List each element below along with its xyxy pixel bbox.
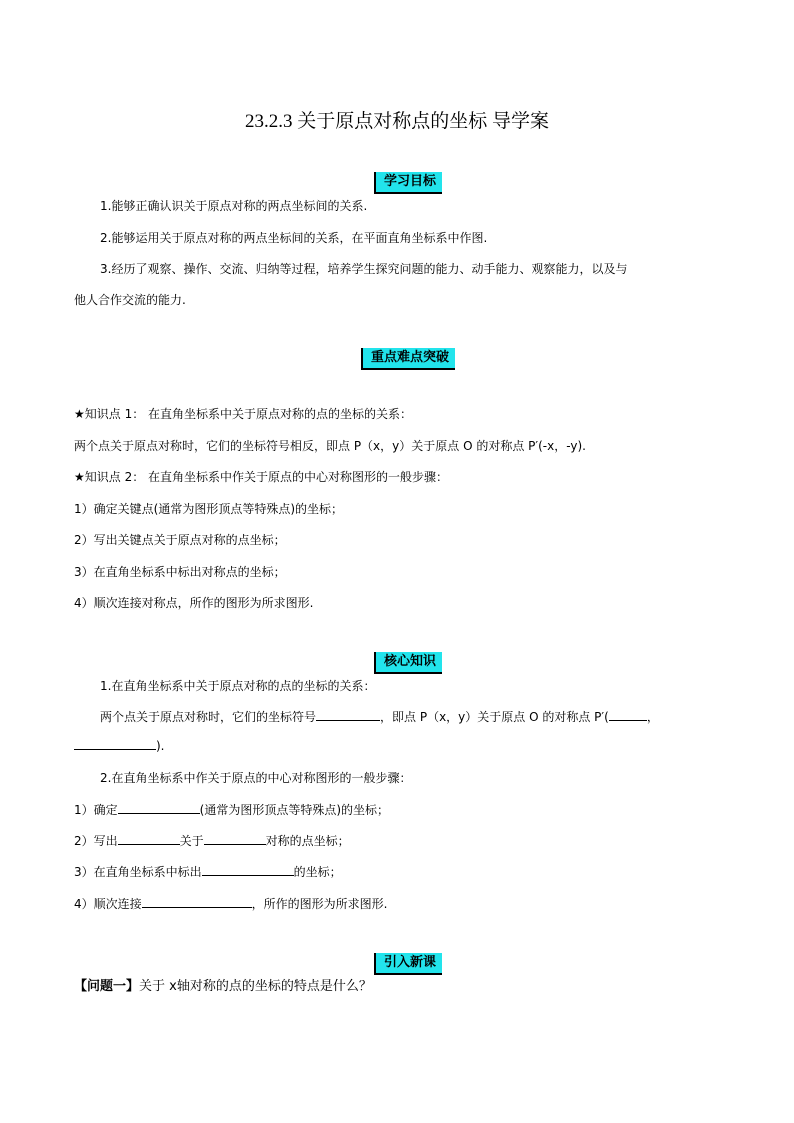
goal-3-line1: 3.经历了观察、操作、交流、归纳等过程，培养学生探究问题的能力、动手能力、观察能力，以及与 xyxy=(100,262,628,276)
core-step-2-b: 关于 xyxy=(179,834,204,848)
section-goals xyxy=(0,170,794,194)
answer-blank[interactable] xyxy=(74,737,156,750)
core-step-4 xyxy=(74,895,734,913)
section-goals-label: 学习目标 xyxy=(374,172,442,194)
key-step-1: 1）确定关键点(通常为图形顶点等特殊点)的坐标； xyxy=(74,502,343,516)
answer-blank[interactable] xyxy=(316,708,380,721)
key-step-2: 2）写出关键点关于原点对称的点坐标； xyxy=(74,533,286,547)
question-1-text: 关于 x轴对称的点的坐标的特点是什么？ xyxy=(139,979,372,994)
core-1-fill-line2 xyxy=(74,737,734,755)
answer-blank[interactable] xyxy=(204,832,266,845)
core-step-2 xyxy=(74,832,734,850)
core-1-text-d: ). xyxy=(156,739,165,753)
core-1-text-c: ， xyxy=(646,710,659,724)
core-1-text-a: 两个点关于原点对称时，它们的坐标符号 xyxy=(100,710,317,724)
section-core xyxy=(0,650,794,674)
core-1-text-b: ，即点 P（x，y）关于原点 O 的对称点 P′( xyxy=(380,710,609,724)
key-point-2: ★知识点 2： 在直角坐标系中作关于原点的中心对称图形的一般步骤： xyxy=(74,470,449,484)
section-intro-label: 引入新课 xyxy=(374,953,442,975)
section-key-label: 重点难点突破 xyxy=(361,348,455,370)
section-intro xyxy=(0,951,794,975)
key-step-4: 4）顺次连接对称点，所作的图形为所求图形. xyxy=(74,596,314,610)
goal-3-line2: 他人合作交流的能力. xyxy=(74,293,186,307)
core-step-3-b: 的坐标； xyxy=(293,865,342,879)
section-core-label: 核心知识 xyxy=(374,652,442,674)
core-1: 1.在直角坐标系中关于原点对称的点的坐标的关系： xyxy=(100,679,376,693)
key-step-3: 3）在直角坐标系中标出对称点的坐标； xyxy=(74,565,286,579)
core-step-3-a: 3）在直角坐标系中标出 xyxy=(74,865,202,879)
core-step-2-a: 2）写出 xyxy=(74,834,118,848)
answer-blank[interactable] xyxy=(118,801,200,814)
core-step-4-b: ，所作的图形为所求图形. xyxy=(251,897,388,911)
core-step-1-b: (通常为图形顶点等特殊点)的坐标； xyxy=(199,803,390,817)
core-step-3 xyxy=(74,863,734,881)
core-step-2-c: 对称的点坐标； xyxy=(265,834,350,848)
question-1 xyxy=(74,978,734,996)
core-1-fill xyxy=(100,708,760,726)
goal-1: 1.能够正确认识关于原点对称的两点坐标间的关系. xyxy=(100,199,368,213)
answer-blank[interactable] xyxy=(202,863,294,876)
key-point-1-detail: 两个点关于原点对称时，它们的坐标符号相反，即点 P（x，y）关于原点 O 的对称点 P′(-x，-y). xyxy=(74,439,586,453)
core-step-1-a: 1）确定 xyxy=(74,803,118,817)
doc-title: 23.2.3 关于原点对称点的坐标 导学案 xyxy=(244,111,549,132)
key-point-1: ★知识点 1： 在直角坐标系中关于原点对称的点的坐标的关系： xyxy=(74,407,413,421)
core-step-1 xyxy=(74,801,734,819)
answer-blank[interactable] xyxy=(142,895,252,908)
goal-2: 2.能够运用关于原点对称的两点坐标间的关系，在平面直角坐标系中作图. xyxy=(100,231,488,245)
question-1-tag: 【问题一】 xyxy=(74,979,140,994)
answer-blank[interactable] xyxy=(118,832,180,845)
answer-blank[interactable] xyxy=(609,708,647,721)
section-key xyxy=(0,346,794,370)
core-2: 2.在直角坐标系中作关于原点的中心对称图形的一般步骤： xyxy=(100,771,412,785)
core-step-4-a: 4）顺次连接 xyxy=(74,897,142,911)
